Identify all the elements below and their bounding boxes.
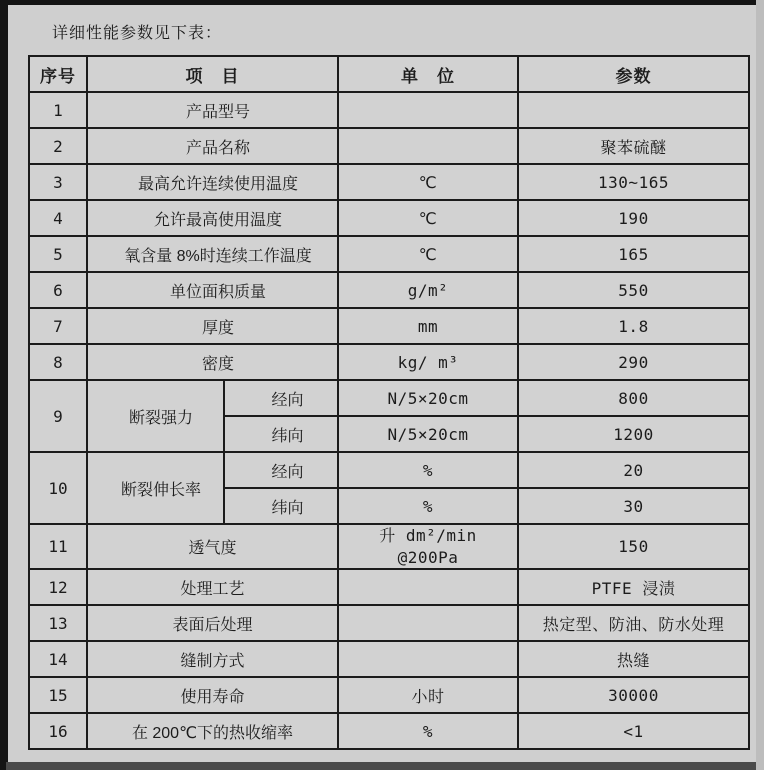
table-row [29,92,749,128]
cell-param: 150 [518,524,749,569]
cell-item: 产品型号 [87,92,338,128]
cell-param: 130~165 [518,164,749,200]
cell-item: 缝制方式 [87,641,338,677]
table-row [29,344,749,380]
cell-item: 断裂伸长率 [87,452,224,524]
header-item: 项 目 [87,56,338,92]
cell-unit: 小时 [338,677,518,713]
cell-param: 190 [518,200,749,236]
cell-item: 厚度 [87,308,338,344]
cell-unit [338,92,518,128]
cell-no: 5 [29,236,87,272]
cell-param: PTFE 浸渍 [518,569,749,605]
cell-param: 30000 [518,677,749,713]
cell-param: 1.8 [518,308,749,344]
cell-no: 12 [29,569,87,605]
cell-unit: ℃ [338,236,518,272]
cell-item: 产品名称 [87,128,338,164]
table-row [29,128,749,164]
header-row [29,56,749,92]
cell-param: 热定型、防油、防水处理 [518,605,749,641]
cell-no: 8 [29,344,87,380]
cell-unit [338,524,518,569]
cell-unit: g/m² [338,272,518,308]
table-row [29,272,749,308]
cell-item: 断裂强力 [87,380,224,452]
cell-direction: 经向 [224,452,338,488]
cell-param: <1 [518,713,749,749]
cell-no: 16 [29,713,87,749]
cell-no: 6 [29,272,87,308]
cell-param: 550 [518,272,749,308]
scan-edge-right [756,0,764,770]
cell-direction: 经向 [224,380,338,416]
cell-unit [338,605,518,641]
cell-param [518,92,749,128]
unit-line-2: @200Pa [397,547,459,567]
table-row [29,308,749,344]
table-row [29,452,749,488]
cell-item: 在 200℃下的热收缩率 [87,713,338,749]
table-row [29,713,749,749]
cell-param: 热缝 [518,641,749,677]
cell-unit [338,641,518,677]
cell-unit: % [338,488,518,524]
cell-unit: ℃ [338,164,518,200]
cell-unit [338,569,518,605]
cell-item: 透气度 [87,524,338,569]
cell-unit: % [338,452,518,488]
unit-line-1: 升 dm²/min [379,526,477,545]
table-row [29,605,749,641]
cell-param: 20 [518,452,749,488]
cell-param: 1200 [518,416,749,452]
header-no: 序号 [29,56,87,92]
cell-param: 800 [518,380,749,416]
cell-unit: N/5×20cm [338,380,518,416]
table-row [29,641,749,677]
cell-no: 1 [29,92,87,128]
cell-unit: % [338,713,518,749]
cell-unit: N/5×20cm [338,416,518,452]
cell-item: 处理工艺 [87,569,338,605]
table-row [29,236,749,272]
cell-direction: 纬向 [224,416,338,452]
cell-unit: kg/ m³ [338,344,518,380]
cell-no: 14 [29,641,87,677]
cell-item: 表面后处理 [87,605,338,641]
table-row [29,677,749,713]
cell-direction: 纬向 [224,488,338,524]
cell-unit: mm [338,308,518,344]
table-row [29,569,749,605]
cell-no: 9 [29,380,87,452]
cell-unit [338,128,518,164]
cell-no: 4 [29,200,87,236]
intro-text: 详细性能参数见下表： [52,25,223,42]
cell-unit: ℃ [338,200,518,236]
cell-param: 聚苯硫醚 [518,128,749,164]
table-row [29,524,749,569]
cell-no: 13 [29,605,87,641]
cell-item: 单位面积质量 [87,272,338,308]
cell-item: 氧含量 8%时连续工作温度 [87,236,338,272]
cell-item: 使用寿命 [87,677,338,713]
cell-item: 允许最高使用温度 [87,200,338,236]
cell-no: 3 [29,164,87,200]
header-param: 参数 [518,56,749,92]
table-row [29,380,749,416]
cell-no: 7 [29,308,87,344]
cell-param: 165 [518,236,749,272]
cell-no: 2 [29,128,87,164]
cell-item: 密度 [87,344,338,380]
table-row [29,200,749,236]
parameters-table [28,55,750,750]
cell-item: 最高允许连续使用温度 [87,164,338,200]
cell-no: 10 [29,452,87,524]
cell-no: 11 [29,524,87,569]
cell-param: 30 [518,488,749,524]
table-row [29,164,749,200]
header-unit: 单 位 [338,56,518,92]
cell-no: 15 [29,677,87,713]
cell-param: 290 [518,344,749,380]
scan-edge-top [0,0,757,5]
scan-edge-left [0,0,8,770]
scan-edge-bottom [6,762,764,770]
